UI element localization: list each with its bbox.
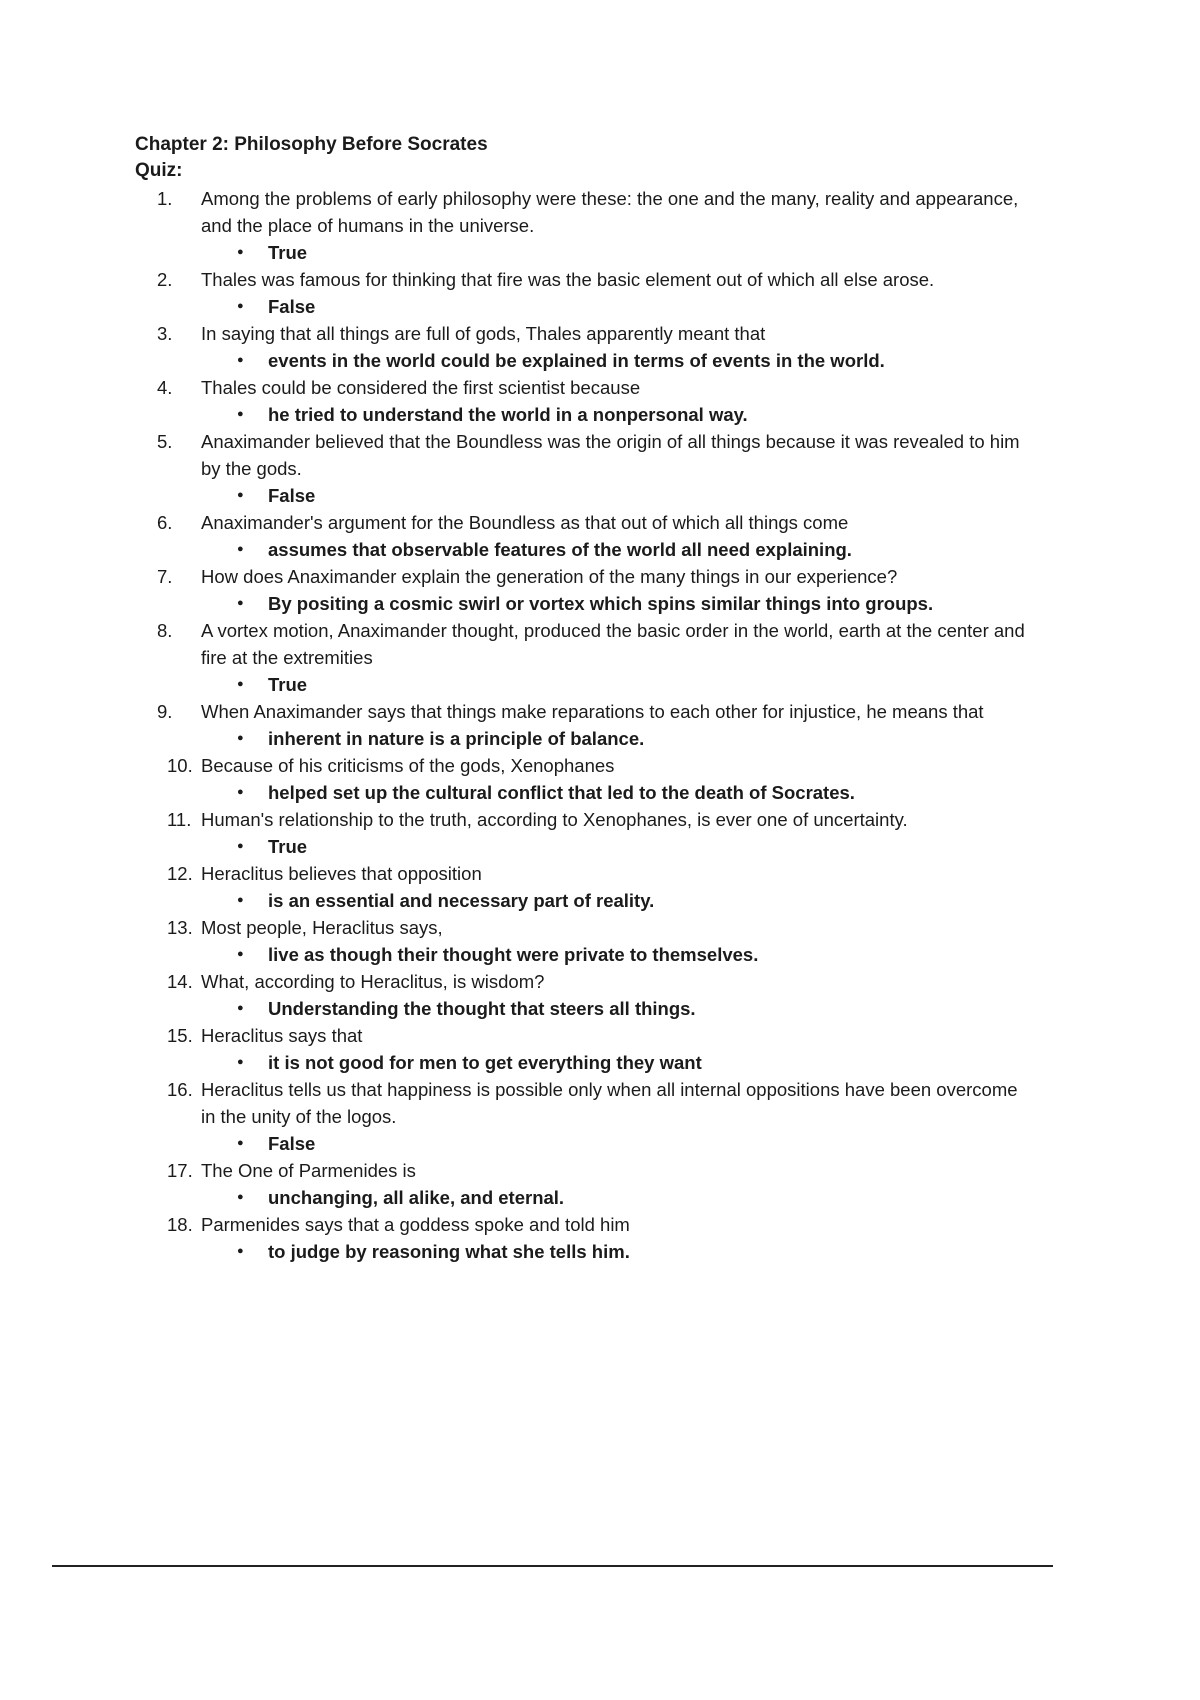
question-item	[135, 617, 1035, 698]
answer-list	[201, 671, 1035, 698]
question-number: 13.	[167, 917, 193, 938]
question-item	[135, 1157, 1035, 1211]
question-item	[135, 914, 1035, 968]
question-text: How does Anaximander explain the generation of the many things in our experience?	[201, 566, 898, 587]
question-number: 10.	[167, 755, 193, 776]
question-item	[135, 1211, 1035, 1265]
answer-text: Understanding the thought that steers all things.	[268, 998, 696, 1019]
question-text: The One of Parmenides is	[201, 1160, 416, 1181]
bullet-icon: ●	[237, 894, 244, 906]
answer-list	[201, 1184, 1035, 1211]
bullet-icon: ●	[237, 1245, 244, 1257]
answer-item	[201, 1049, 1035, 1076]
bullet-icon: ●	[237, 786, 244, 798]
answer-text: live as though their thought were private to themselves.	[268, 944, 759, 965]
question-item	[135, 320, 1035, 374]
question-item	[135, 752, 1035, 806]
question-item	[135, 374, 1035, 428]
answer-list	[201, 1049, 1035, 1076]
question-item	[135, 860, 1035, 914]
answer-item	[201, 293, 1035, 320]
question-number: 9.	[157, 701, 173, 722]
question-number: 11.	[167, 809, 192, 830]
answer-text: True	[268, 242, 308, 263]
bullet-icon: ●	[237, 408, 244, 420]
bullet-icon: ●	[237, 840, 244, 852]
question-text: A vortex motion, Anaximander thought, produced the basic order in the world, earth at the center and fire at the extremities	[201, 620, 1025, 668]
bullet-icon: ●	[237, 678, 244, 690]
question-text: Heraclitus tells us that happiness is possible only when all internal oppositions have been overcome in the unity of the logos.	[201, 1079, 1018, 1127]
question-item	[135, 563, 1035, 617]
answer-text: is an essential and necessary part of reality.	[268, 890, 655, 911]
answer-list	[201, 995, 1035, 1022]
answer-item	[201, 887, 1035, 914]
question-item	[135, 806, 1035, 860]
question-text: Anaximander believed that the Boundless was the origin of all things because it was revealed to him by the gods.	[201, 431, 1020, 479]
answer-list	[201, 536, 1035, 563]
question-text: Because of his criticisms of the gods, Xenophanes	[201, 755, 615, 776]
quiz-label: Quiz:	[135, 160, 183, 181]
answer-text: True	[268, 674, 308, 695]
question-number: 4.	[157, 377, 173, 398]
question-list	[135, 185, 1035, 1265]
answer-list	[201, 590, 1035, 617]
bullet-icon: ●	[237, 1137, 244, 1149]
answer-item	[201, 1184, 1035, 1211]
question-number: 6.	[157, 512, 173, 533]
question-item	[135, 698, 1035, 752]
question-number: 5.	[157, 431, 173, 452]
bullet-icon: ●	[237, 1002, 244, 1014]
answer-list	[201, 293, 1035, 320]
question-item	[135, 185, 1035, 266]
question-item	[135, 1076, 1035, 1157]
question-text: When Anaximander says that things make reparations to each other for injustice, he means that	[201, 701, 984, 722]
answer-list	[201, 725, 1035, 752]
answer-item	[201, 239, 1035, 266]
bullet-icon: ●	[237, 1056, 244, 1068]
question-item	[135, 266, 1035, 320]
answer-list	[201, 1130, 1035, 1157]
question-text: Heraclitus believes that opposition	[201, 863, 482, 884]
question-number: 3.	[157, 323, 173, 344]
answer-list	[201, 833, 1035, 860]
question-text: Most people, Heraclitus says,	[201, 917, 443, 938]
question-text: In saying that all things are full of gods, Thales apparently meant that	[201, 323, 766, 344]
answer-text: it is not good for men to get everything they want	[268, 1052, 702, 1073]
question-item	[135, 509, 1035, 563]
answer-list	[201, 779, 1035, 806]
answer-text: False	[268, 1133, 316, 1154]
answer-item	[201, 401, 1035, 428]
bullet-icon: ●	[237, 1191, 244, 1203]
answer-text: True	[268, 836, 308, 857]
answer-text: By positing a cosmic swirl or vortex which spins similar things into groups.	[268, 593, 934, 614]
answer-text: inherent in nature is a principle of balance.	[268, 728, 645, 749]
question-number: 15.	[167, 1025, 193, 1046]
question-number: 16.	[167, 1079, 193, 1100]
answer-text: helped set up the cultural conflict that led to the death of Socrates.	[268, 782, 855, 803]
answer-item	[201, 833, 1035, 860]
question-number: 17.	[167, 1160, 193, 1181]
question-text: Human's relationship to the truth, according to Xenophanes, is ever one of uncertainty.	[201, 809, 908, 830]
question-item	[135, 968, 1035, 1022]
chapter-title: Chapter 2: Philosophy Before Socrates	[135, 134, 488, 155]
answer-list	[201, 1238, 1035, 1265]
question-item	[135, 1022, 1035, 1076]
answer-item	[201, 590, 1035, 617]
answer-text: assumes that observable features of the world all need explaining.	[268, 539, 852, 560]
answer-list	[201, 887, 1035, 914]
answer-list	[201, 239, 1035, 266]
answer-text: unchanging, all alike, and eternal.	[268, 1187, 565, 1208]
answer-text: False	[268, 296, 316, 317]
bullet-icon: ●	[237, 246, 244, 258]
question-number: 1.	[157, 188, 173, 209]
question-text: Parmenides says that a goddess spoke and told him	[201, 1214, 630, 1235]
bullet-icon: ●	[237, 948, 244, 960]
answer-list	[201, 482, 1035, 509]
question-text: Among the problems of early philosophy were these: the one and the many, reality and appearance, and the place of humans in the universe.	[201, 188, 1019, 236]
answer-text: he tried to understand the world in a nonpersonal way.	[268, 404, 748, 425]
bullet-icon: ●	[237, 543, 244, 555]
answer-item	[201, 671, 1035, 698]
answer-item	[201, 482, 1035, 509]
question-number: 14.	[167, 971, 193, 992]
answer-list	[201, 401, 1035, 428]
question-text: Heraclitus says that	[201, 1025, 363, 1046]
footer-divider	[52, 1565, 1053, 1567]
answer-list	[201, 347, 1035, 374]
answer-item	[201, 779, 1035, 806]
answer-item	[201, 347, 1035, 374]
question-text: Thales was famous for thinking that fire was the basic element out of which all else arose.	[201, 269, 935, 290]
question-number: 8.	[157, 620, 173, 641]
answer-item	[201, 1238, 1035, 1265]
answer-item	[201, 1130, 1035, 1157]
question-text: Thales could be considered the first scientist because	[201, 377, 641, 398]
answer-item	[201, 536, 1035, 563]
answer-text: events in the world could be explained in terms of events in the world.	[268, 350, 885, 371]
question-number: 7.	[157, 566, 173, 587]
answer-text: False	[268, 485, 316, 506]
quiz-content	[135, 132, 1035, 1265]
question-text: Anaximander's argument for the Boundless as that out of which all things come	[201, 512, 849, 533]
answer-item	[201, 941, 1035, 968]
answer-list	[201, 941, 1035, 968]
bullet-icon: ●	[237, 489, 244, 501]
question-item	[135, 428, 1035, 509]
bullet-icon: ●	[237, 597, 244, 609]
question-number: 2.	[157, 269, 173, 290]
bullet-icon: ●	[237, 300, 244, 312]
answer-text: to judge by reasoning what she tells him.	[268, 1241, 630, 1262]
question-number: 12.	[167, 863, 193, 884]
answer-item	[201, 725, 1035, 752]
bullet-icon: ●	[237, 732, 244, 744]
answer-item	[201, 995, 1035, 1022]
question-text: What, according to Heraclitus, is wisdom?	[201, 971, 545, 992]
bullet-icon: ●	[237, 354, 244, 366]
question-number: 18.	[167, 1214, 193, 1235]
